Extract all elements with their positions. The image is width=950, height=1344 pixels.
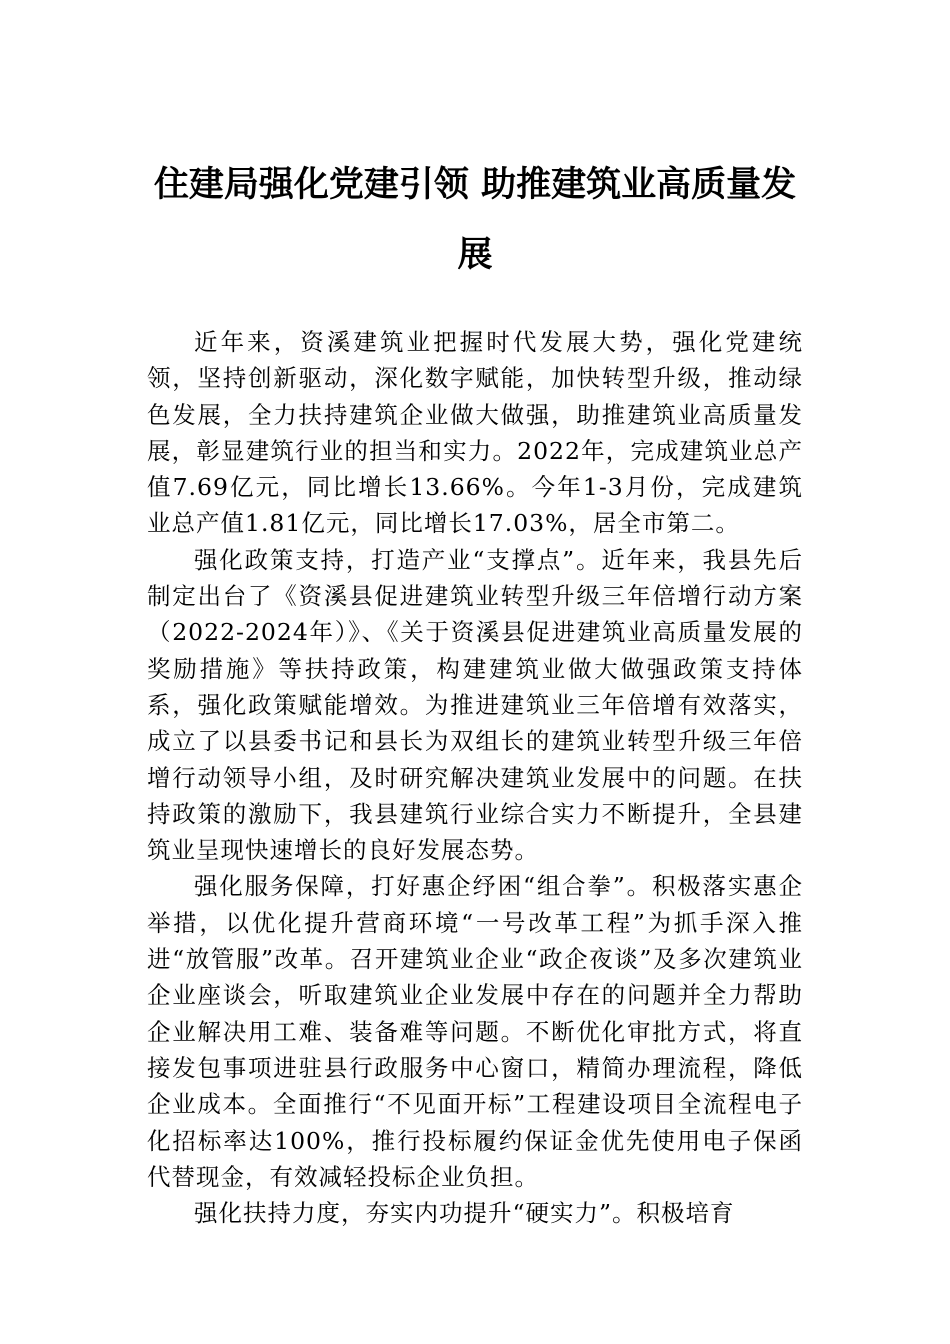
document-body [147,324,803,1231]
paragraph-service-guarantee: 强化服务保障，打好惠企纾困“组合拳”。积极落实惠企举措，以优化提升营商环境“一号改革工程”为抓手深入推进“放管服”改革。召开建筑业企业“政企夜谈”及多次建筑业企业座谈会，听取建筑业企业发展中存在的问题并全力帮助企业解决用工难、装备难等问题。不断优化审批方式，将直接发包事项进驻县行政服务中心窗口，精简办理流程，降低企业成本。全面推行“不见面开标”工程建设项目全流程电子化招标率达100%，推行投标履约保证金优先使用电子保函代替现金，有效减轻投标企业负担。 [147,872,803,1191]
document-title: 住建局强化党建引领 助推建筑业高质量发展 [153,164,797,275]
paragraph-policy-support: 强化政策支持，打造产业“支撑点”。近年来，我县先后制定出台了《资溪县促进建筑业转型升级三年倍增行动方案（2022-2024年）》、《关于资溪县促进建筑业高质量发展的奖励措施》等扶持政策，构建建筑业做大做强政策支持体系，强化政策赋能增效。为推进建筑业三年倍增有效落实，成立了以县委书记和县长为双组长的建筑业转型升级三年倍增行动领导小组，及时研究解决建筑业发展中的问题。在扶持政策的激励下，我县建筑行业综合实力不断提升，全县建筑业呈现快速增长的良好发展态势。 [147,545,803,865]
paragraph-intro: 近年来，资溪建筑业把握时代发展大势，强化党建统领，坚持创新驱动，深化数字赋能，加快转型升级，推动绿色发展，全力扶持建筑企业做大做强，助推建筑业高质量发展，彰显建筑行业的担当和实力。2022年，完成建筑业总产值7.69亿元，同比增长13.66%。今年1-3月份，完成建筑业总产值1.81亿元，同比增长17.03%，居全市第二。 [147,328,803,538]
paragraph-support-strength: 强化扶持力度，夯实内功提升“硬实力”。积极培育 [194,1199,735,1228]
